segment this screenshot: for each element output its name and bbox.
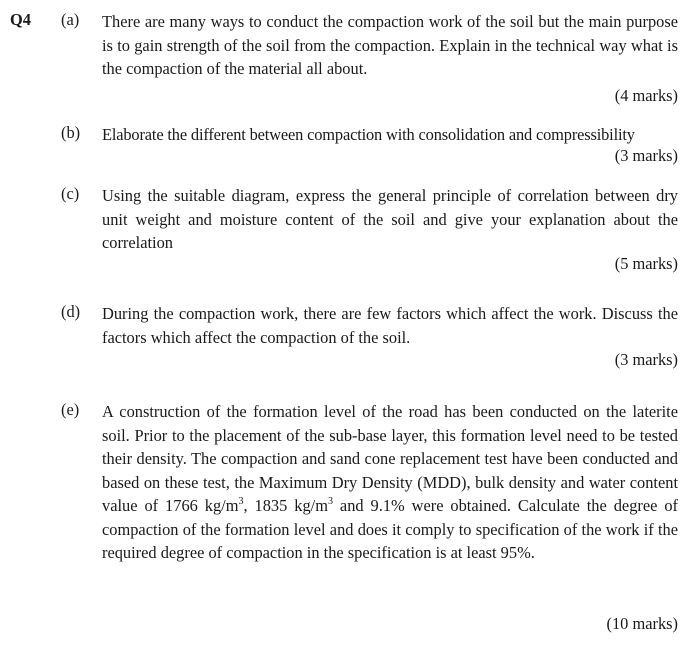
part-e-text-after: and 9.1% were obtained. Calculate the degree of compaction of the formation level and does it comply to specification of the work if the required degree of compaction in the specification is at least 95%. xyxy=(102,496,678,562)
part-d-label: (d) xyxy=(61,302,81,321)
part-b-text: Elaborate the different between compaction with consolidation and compressibility xyxy=(102,125,635,144)
part-a-text: There are many ways to conduct the compaction work of the soil but the main purpose is to gain strength of the soil from the compaction. Explain in the technical way what is the compaction of the material all about. xyxy=(102,12,678,78)
part-c-text: Using the suitable diagram, express the general principle of correlation between dry unit weight and moisture content of the soil and give your explanation about the correlation xyxy=(102,186,678,252)
part-e-unit-superscript-2: 3 xyxy=(327,495,333,507)
part-a-label: (a) xyxy=(61,10,80,29)
question-number: Q4 xyxy=(10,10,31,29)
part-e-unit-superscript-1: 3 xyxy=(238,495,244,507)
part-a-marks: (4 marks) xyxy=(614,86,678,105)
part-e-text-mid: , 1835 kg/m xyxy=(243,496,328,515)
part-b-marks: (3 marks) xyxy=(614,146,678,165)
part-b-label: (b) xyxy=(61,123,81,142)
part-c-marks: (5 marks) xyxy=(614,254,678,273)
part-d-marks: (3 marks) xyxy=(614,350,678,369)
part-e-text-before: A construction of the formation level of the road has been conducted on the laterite soil. Prior to the placement of the sub-base layer, this formation level need to be tested their density. The compaction and sand cone replacement test have been conducted and based on these test, the Maximum Dry Density (MDD), bulk density and water content value of 1766 kg/m xyxy=(102,402,678,515)
part-e-label: (e) xyxy=(61,400,80,419)
part-e-text xyxy=(102,400,678,565)
part-e-marks: (10 marks) xyxy=(606,614,678,633)
part-c-label: (c) xyxy=(61,184,80,203)
part-d-text: During the compaction work, there are few factors which affect the work. Discuss the factors which affect the compaction of the soil. xyxy=(102,304,678,347)
